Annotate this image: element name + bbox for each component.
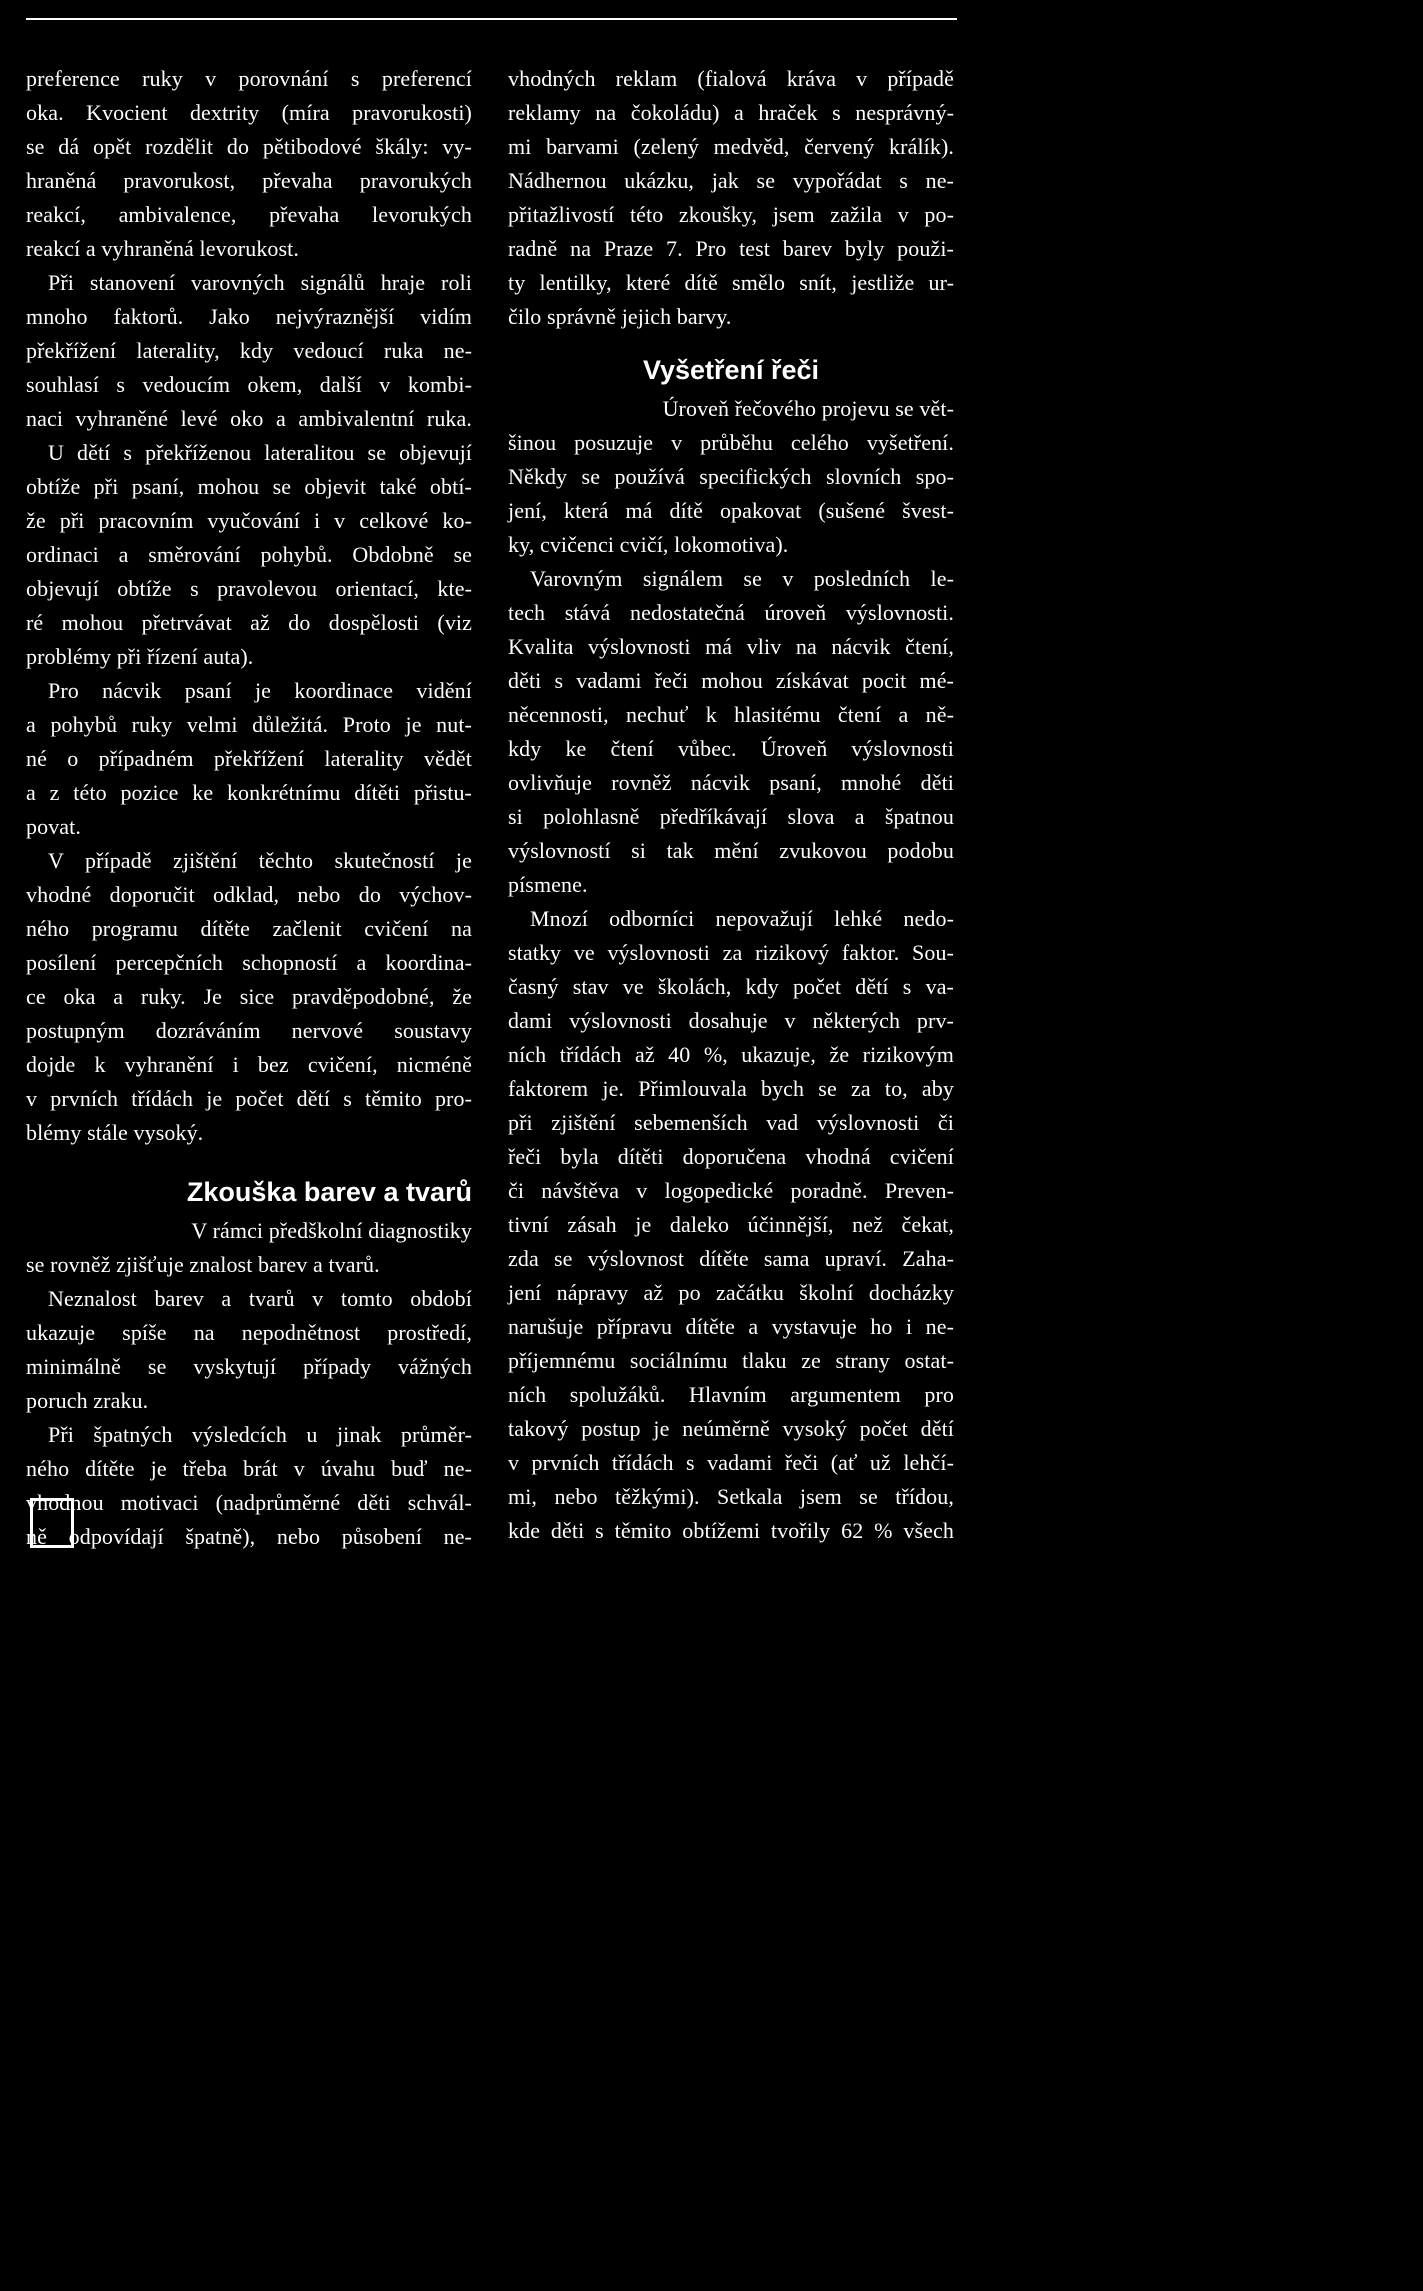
text-line: něcennosti, nechuť k hlasitému čtení a ně- — [508, 702, 954, 727]
text-line: časný stav ve školách, kdy počet dětí s va- — [508, 974, 954, 999]
text-line: minimálně se vyskytují případy vážných — [26, 1354, 472, 1379]
text-line: v prvních třídách s vadami řeči (ať už lehčí- — [508, 1450, 954, 1475]
text-line: ného programu dítěte začlenit cvičení na — [26, 916, 472, 941]
text-line: reklamy na čokoládu) a hraček s nesprávný- — [508, 100, 954, 125]
text-line: reakcí a vyhraněná levorukost. — [26, 236, 299, 261]
text-line: blémy stále vysoký. — [26, 1120, 204, 1145]
spacer — [508, 334, 954, 348]
text-line: řeči byla dítěti doporučena vhodná cvičení — [508, 1144, 954, 1169]
text-line: se dá opět rozdělit do pětibodové škály: vy- — [26, 134, 472, 159]
text-line: jení, která má dítě opakovat (sušené švest- — [508, 498, 954, 523]
text-line: obtíže při psaní, mohou se objevit také obtí- — [26, 474, 472, 499]
text-line: výslovností si tak mění zvukovou podobu — [508, 838, 954, 863]
text-line: naci vyhraněné levé oko a ambivalentní ruka. — [26, 406, 472, 431]
text-line: ty lentilky, které dítě smělo snít, jestliže ur- — [508, 270, 954, 295]
text-line: statky ve výslovnosti za rizikový faktor. Sou- — [508, 940, 954, 965]
paragraph — [26, 1214, 472, 1282]
top-rule — [26, 18, 957, 20]
text-line: preference ruky v porovnání s preferencí — [26, 66, 472, 91]
text-line: Varovným signálem se v posledních le- — [530, 566, 954, 591]
text-line: kdy ke čtení vůbec. Úroveň výslovnosti — [508, 736, 954, 761]
text-line: ních spolužáků. Hlavním argumentem pro — [508, 1382, 954, 1407]
text-line: jení nápravy až po začátku školní docházky — [508, 1280, 954, 1305]
text-line: si polohlasně předříkávají slova a špatnou — [508, 804, 954, 829]
text-line: Pro nácvik psaní je koordinace vidění — [48, 678, 472, 703]
text-line: čilo správně jejich barvy. — [508, 304, 732, 329]
text-line: překřížení laterality, kdy vedoucí ruka ne- — [26, 338, 472, 363]
text-line: v prvních třídách je počet dětí s těmito pro- — [26, 1086, 472, 1111]
paragraph — [26, 674, 472, 844]
text-line: Úroveň řečového projevu se vět- — [662, 396, 954, 421]
text-line: U dětí s překříženou lateralitou se objevují — [48, 440, 472, 465]
text-line: ukazuje spíše na nepodnětnost prostředí, — [26, 1320, 472, 1345]
text-line: Neznalost barev a tvarů v tomto období — [48, 1286, 472, 1311]
text-line: tech stává nedostatečná úroveň výslovnosti. — [508, 600, 954, 625]
text-line: a pohybů ruky velmi důležitá. Proto je nut- — [26, 712, 472, 737]
text-line: děti s vadami řeči mohou získávat pocit mé- — [508, 668, 954, 693]
section-heading: Vyšetření řeči — [642, 355, 820, 385]
paragraph — [26, 1282, 472, 1418]
paragraph — [26, 62, 472, 266]
text-line: se rovněž zjišťuje znalost barev a tvarů. — [26, 1252, 380, 1277]
text-line: ordinaci a směrování pohybů. Obdobně se — [26, 542, 472, 567]
text-line: mi barvami (zelený medvěd, červený králík). — [508, 134, 954, 159]
text-line: objevují obtíže s pravolevou orientací, kte- — [26, 576, 472, 601]
text-line: ních třídách až 40 %, ukazuje, že rizikovým — [508, 1042, 954, 1067]
text-line: ovlivňuje rovněž nácvik psaní, mnohé děti — [508, 770, 954, 795]
text-line: ného dítěte je třeba brát v úvahu buď ne- — [26, 1456, 472, 1481]
text-line: narušuje přípravu dítěte a vystavuje ho i ne- — [508, 1314, 954, 1339]
text-line: Při špatných výsledcích u jinak průměr- — [48, 1422, 472, 1447]
paragraph — [26, 266, 472, 436]
text-line: hraněná pravorukost, převaha pravorukých — [26, 168, 472, 193]
text-line: ky, cvičenci cvičí, lokomotiva). — [508, 532, 789, 557]
text-line: ce oka a ruky. Je sice pravděpodobné, že — [26, 984, 472, 1009]
text-line: postupným dozráváním nervové soustavy — [26, 1018, 472, 1043]
paragraph — [26, 844, 472, 1150]
text-line: že při pracovním vyučování i v celkové ko- — [26, 508, 472, 533]
text-line: Někdy se používá specifických slovních spo- — [508, 464, 954, 489]
text-line: Kvalita výslovnosti má vliv na nácvik čtení, — [508, 634, 954, 659]
text-line: oka. Kvocient dextrity (míra pravorukosti) — [26, 100, 472, 125]
left-column — [26, 62, 472, 1554]
text-line: mi, nebo těžkými). Setkala jsem se třídou, — [508, 1484, 954, 1509]
text-line: kde děti s těmito obtížemi tvořily 62 % všech — [508, 1518, 954, 1543]
text-line: šinou posuzuje v průběhu celého vyšetření. — [508, 430, 954, 455]
text-line: dami výslovnosti dosahuje v některých prv- — [508, 1008, 954, 1033]
paragraph — [508, 562, 954, 902]
spacer — [26, 1150, 472, 1170]
paragraph — [26, 436, 472, 674]
text-line: poruch zraku. — [26, 1388, 149, 1413]
text-line: ré mohou přetrvávat až do dospělosti (viz — [26, 610, 472, 635]
text-line: Nádhernou ukázku, jak se vypořádat s ne- — [508, 168, 954, 193]
text-line: takový postup je neúměrně vysoký počet dětí — [508, 1416, 954, 1441]
text-line: radně na Praze 7. Pro test barev byly použi- — [508, 236, 954, 261]
text-line: při zjištění sebemenších vad výslovnosti či — [508, 1110, 954, 1135]
paragraph — [508, 62, 954, 334]
text-line: mnoho faktorů. Jako nejvýraznější vidím — [26, 304, 472, 329]
text-line: né o případném překřížení laterality vědět — [26, 746, 472, 771]
text-line: a z této pozice ke konkrétnímu dítěti přistu- — [26, 780, 472, 805]
text-line: posílení percepčních schopností a koordina- — [26, 950, 472, 975]
text-line: V rámci předškolní diagnostiky — [191, 1218, 472, 1243]
text-line: vhodnou motivaci (nadprůměrné děti schvál- — [26, 1490, 472, 1515]
text-line: Při stanovení varovných signálů hraje roli — [48, 270, 472, 295]
text-line: vhodných reklam (fialová kráva v případě — [508, 66, 954, 91]
right-column — [508, 62, 954, 1548]
paragraph — [508, 392, 954, 562]
text-line: či návštěva v logopedické poradně. Preven- — [508, 1178, 954, 1203]
text-line: faktorem je. Přimlouvala bych se za to, aby — [508, 1076, 954, 1101]
text-line: ně odpovídají špatně), nebo působení ne- — [26, 1524, 472, 1549]
text-line: zda se výslovnost dítěte sama upraví. Zaha- — [508, 1246, 954, 1271]
text-line: V případě zjištění těchto skutečností je — [48, 848, 472, 873]
section-heading: Zkouška barev a tvarů — [186, 1177, 472, 1207]
text-line: souhlasí s vedoucím okem, další v kombi- — [26, 372, 472, 397]
text-line: povat. — [26, 814, 81, 839]
empty-square-icon — [30, 1498, 74, 1548]
text-line: reakcí, ambivalence, převaha levorukých — [26, 202, 472, 227]
text-line: příjemnému sociálnímu tlaku ze strany ostat- — [508, 1348, 954, 1373]
paragraph — [508, 902, 954, 1548]
text-line: přitažlivostí této zkoušky, jsem zažila v po- — [508, 202, 954, 227]
text-line: tivní zásah je daleko účinnější, než čekat, — [508, 1212, 954, 1237]
text-line: písmene. — [508, 872, 588, 897]
text-line: vhodné doporučit odklad, nebo do výchov- — [26, 882, 472, 907]
text-line: Mnozí odborníci nepovažují lehké nedo- — [530, 906, 954, 931]
text-line: dojde k vyhranění i bez cvičení, nicméně — [26, 1052, 472, 1077]
text-line: problémy při řízení auta). — [26, 644, 254, 669]
paragraph — [26, 1418, 472, 1554]
